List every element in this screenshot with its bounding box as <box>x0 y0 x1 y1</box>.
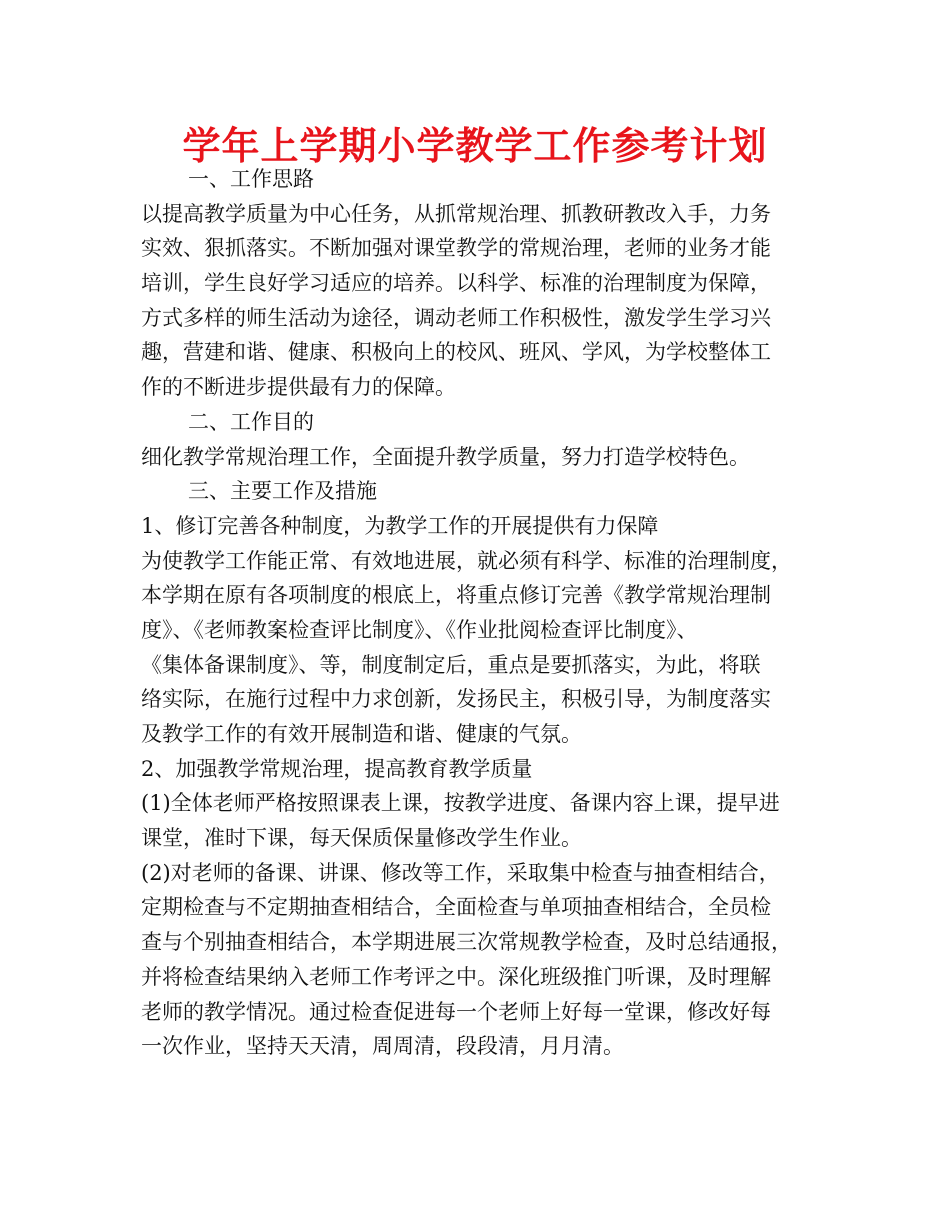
document-title: 学年上学期小学教学工作参考计划 <box>182 124 768 168</box>
section-heading: 三、主要工作及措施 <box>188 479 377 504</box>
paragraph-line: 《集体备课制度》、等，制度制定后，重点是要抓落实，为此，将联 <box>141 652 761 677</box>
paragraph-line: 趣，营建和谐、健康、积极向上的校风、班风、学风，为学校整体工 <box>141 340 771 365</box>
paragraph-line: 查与个别抽查相结合，本学期进展三次常规教学检查，及时总结通报， <box>141 930 792 955</box>
section-heading: 一、工作思路 <box>188 167 314 191</box>
paragraph-line: 一次作业，坚持天天清，周周清，段段清，月月清。 <box>141 1034 624 1059</box>
paragraph-line: 以提高教学质量为中心任务，从抓常规治理、抓教研教改入手，力务 <box>141 201 771 226</box>
paragraph-line: 老师的教学情况。通过检查促进每一个老师上好每一堂课，修改好每 <box>141 999 771 1024</box>
document-body <box>141 162 821 1064</box>
paragraph-line: (2)对老师的备课、讲课、修改等工作，采取集中检查与抽查相结合， <box>141 860 780 885</box>
paragraph-line: 2、加强教学常规治理，提高教育教学质量 <box>141 756 533 781</box>
paragraph-line: (1)全体老师严格按照课表上课，按教学进度、备课内容上课，提早进 <box>141 791 780 816</box>
paragraph-line: 1、修订完善各种制度，为教学工作的开展提供有力保障 <box>141 513 659 538</box>
paragraph-line: 本学期在原有各项制度的根底上，将重点修订完善《教学常规治理制 <box>141 583 771 608</box>
paragraph-line: 定期检查与不定期抽查相结合，全面检查与单项抽查相结合，全员检 <box>141 895 771 920</box>
paragraph-line: 课堂，准时下课，每天保质保量修改学生作业。 <box>141 826 582 851</box>
paragraph-line: 为使教学工作能正常、有效地进展，就必须有科学、标准的治理制度， <box>141 548 792 573</box>
section-heading: 二、工作目的 <box>188 409 314 434</box>
paragraph-line: 并将检查结果纳入老师工作考评之中。深化班级推门听课，及时理解 <box>141 964 771 989</box>
paragraph-line: 方式多样的师生活动为途径，调动老师工作积极性，激发学生学习兴 <box>141 305 771 330</box>
paragraph-line: 培训，学生良好学习适应的培养。以科学、标准的治理制度为保障， <box>141 271 771 296</box>
paragraph-line: 实效、狠抓落实。不断加强对课堂教学的常规治理，老师的业务才能 <box>141 236 771 261</box>
paragraph-line: 络实际，在施行过程中力求创新，发扬民主，积极引导，为制度落实 <box>141 687 771 712</box>
paragraph-line: 及教学工作的有效开展制造和谐、健康的气氛。 <box>141 722 582 746</box>
paragraph-line: 细化教学常规治理工作，全面提升教学质量，努力打造学校特色。 <box>141 444 750 469</box>
paragraph-line: 度》、《老师教案检查评比制度》、《作业批阅检查评比制度》、 <box>141 617 698 642</box>
paragraph-line: 作的不断进步提供最有力的保障。 <box>141 375 456 400</box>
